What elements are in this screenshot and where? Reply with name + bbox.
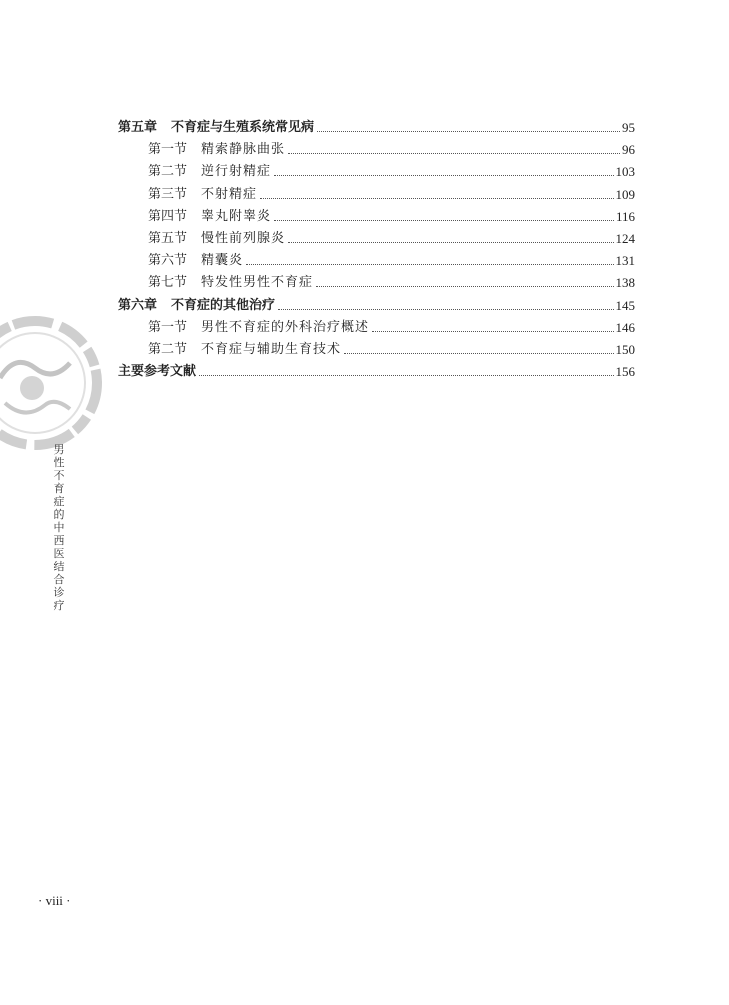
toc-entry-label: 第一节 [148,142,188,158]
book-title-char: 疗 [53,599,65,612]
dot-leader [316,286,613,287]
toc-entry-title: 逆行射精症 [201,164,272,180]
toc-section-row [0,227,635,247]
toc-section-row [0,338,635,358]
dot-leader [344,353,613,354]
toc-entry-label: 第五节 [148,231,188,246]
toc-entry-label: 主要参考文献 [118,364,197,380]
dot-leader [274,175,613,176]
toc-entry-label: 第三节 [148,186,188,202]
toc-entry-label: 第七节 [148,275,188,291]
toc-entry-title: 特发性男性不育症 [201,275,314,291]
toc-entry-title: 精索静脉曲张 [201,142,286,158]
toc-page-number: 156 [615,364,635,380]
toc-entry-title: 男性不育症的外科治疗概述 [201,319,370,335]
toc-entry-label: 第一节 [148,319,188,335]
toc-entry-label: 第二节 [148,342,188,357]
page-number: · viii · [38,893,71,908]
toc-entry-title: 不育症的其他治疗 [171,297,276,313]
book-title-char: 男 [53,443,65,456]
toc-section-row [0,160,635,180]
toc-entry-title: 不育症与辅助生育技术 [201,342,342,357]
book-title-char: 结 [53,560,65,573]
toc-section-row [0,316,635,336]
toc-entry-label: 第六章 [118,297,158,313]
toc-entry-label: 第六节 [148,253,188,269]
book-title-char: 中 [53,521,65,534]
book-title-char: 医 [53,547,65,560]
toc-page-number: 95 [622,120,635,135]
toc-entry-title: 睾丸附睾炎 [201,208,272,224]
book-title-char: 育 [53,482,65,495]
dot-leader [372,331,613,332]
book-title-char: 合 [53,573,65,586]
toc-page-number: 150 [615,342,635,357]
toc-page-number: 138 [615,275,635,291]
book-title-char: 症 [53,495,65,508]
toc-page-number: 116 [615,208,635,224]
dot-leader [246,264,613,265]
toc-section-row [0,249,635,269]
book-title-char: 性 [53,456,65,469]
toc-page-number: 96 [622,142,635,158]
book-title-char: 不 [53,469,65,482]
toc-entry-label: 第二节 [148,164,188,180]
dot-leader [288,242,613,243]
toc-page-number: 103 [615,164,635,180]
dot-leader [317,131,620,132]
toc-page-number: 124 [615,231,635,246]
toc-chapter-row [0,360,635,380]
toc-section-row [0,138,635,158]
toc-page-number: 109 [615,186,635,202]
book-title-char: 的 [53,508,65,521]
toc-entry-label: 第四节 [148,208,188,224]
book-title-char: 诊 [53,586,65,599]
dot-leader [288,153,620,154]
toc-section-row [0,183,635,203]
book-title-vertical [52,443,66,612]
dot-leader [199,375,613,376]
toc-entry-label: 第五章 [118,120,158,135]
dot-leader [278,309,613,310]
toc-entry-title: 精囊炎 [201,253,244,269]
toc-chapter-row [0,294,635,314]
dot-leader [260,198,613,199]
toc-entry-title: 不育症与生殖系统常见病 [171,120,315,135]
toc-page-number: 145 [615,297,635,313]
book-title-char: 西 [53,534,65,547]
toc-page-number: 131 [615,253,635,269]
toc-entry-title: 不射精症 [201,186,258,202]
toc-section-row [0,205,635,225]
toc-chapter-row [0,116,635,136]
dot-leader [274,220,614,221]
toc-section-row [0,271,635,291]
toc-entry-title: 慢性前列腺炎 [201,231,286,246]
toc-page-number: 146 [615,319,635,335]
